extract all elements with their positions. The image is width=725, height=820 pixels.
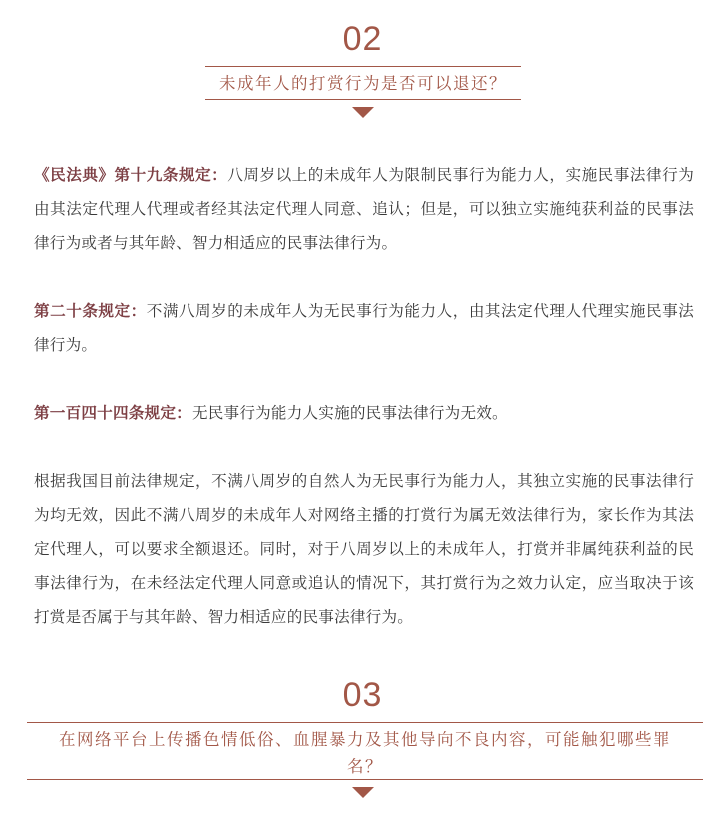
section-03-line-bottom <box>27 779 703 780</box>
section-02-down-arrow-icon <box>352 107 374 118</box>
article-144-label: 第一百四十四条规定： <box>34 404 192 422</box>
article-144-paragraph <box>34 396 694 430</box>
section-02-number: 02 <box>342 20 383 58</box>
article-19-text: 八周岁以上的未成年人为限制民事行为能力人，实施民事法律行为由其法定代理人代理或者经其法定代理人同意、追认；但是，可以独立实施纯获利益的民事法律行为或者与其年龄、智力相适应的民事法律行为。 <box>34 166 694 252</box>
analysis-paragraph <box>34 464 694 634</box>
article-19-paragraph <box>34 158 694 260</box>
article-19-label: 《民法典》第十九条规定： <box>34 166 228 184</box>
section-02-line-bottom <box>205 99 521 100</box>
article-20-text: 不满八周岁的未成年人为无民事行为能力人，由其法定代理人代理实施民事法律行为。 <box>34 302 694 354</box>
article-144-text: 无民事行为能力人实施的民事法律行为无效。 <box>191 404 508 422</box>
section-02-line-top <box>205 66 521 67</box>
section-02-question: 未成年人的打赏行为是否可以退还？ <box>219 74 507 93</box>
article-20-paragraph <box>34 294 694 362</box>
article-20-label: 第二十条规定： <box>34 302 147 320</box>
section-03-down-arrow-icon <box>352 787 374 798</box>
section-03-line-top <box>27 722 703 723</box>
section-03-question: 在网络平台上传播色情低俗、血腥暴力及其他导向不良内容，可能触犯哪些罪名？ <box>59 730 671 776</box>
section-03-number: 03 <box>342 676 383 714</box>
analysis-text: 根据我国目前法律规定，不满八周岁的自然人为无民事行为能力人，其独立实施的民事法律行为均无效，因此不满八周岁的未成年人对网络主播的打赏行为属无效法律行为，家长作为其法定代理人，可以要求全额退还。同时，对于八周岁以上的未成年人，打赏并非属纯获利益的民事法律行为，在未经法定代理人同意或追认的情况下，其打赏行为之效力认定，应当取决于该打赏是否属于与其年龄、智力相适应的民事法律行为。 <box>34 472 694 626</box>
